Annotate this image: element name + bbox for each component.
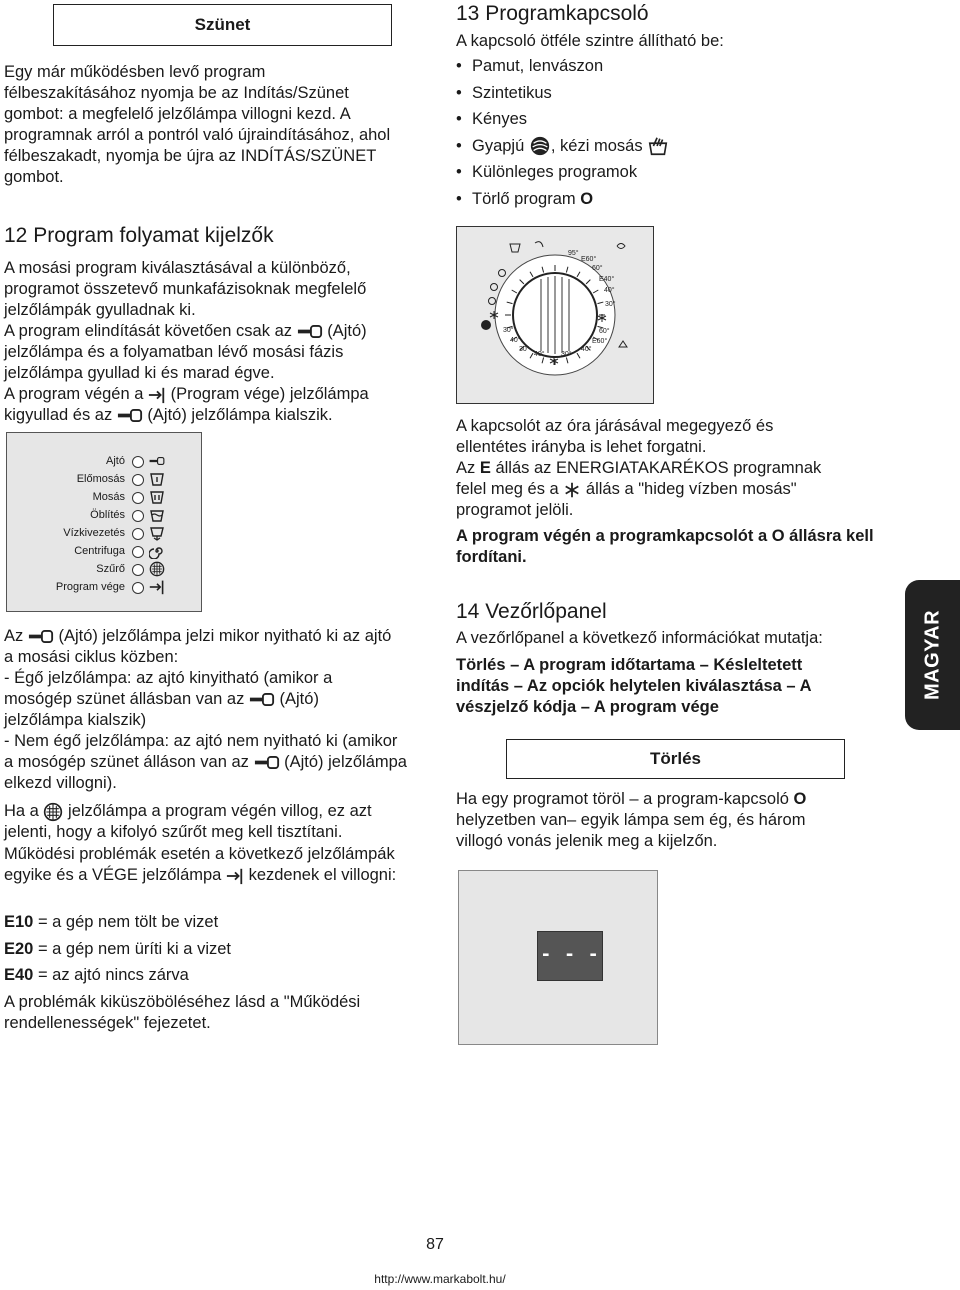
indicator-label: Szűrő: [96, 563, 125, 575]
dial-label: E60°: [581, 256, 597, 263]
section13-intro: A kapcsoló ötféle szintre állítható be:: [456, 32, 724, 50]
indicator-row-filter: [7, 561, 187, 579]
dial-label: 30°: [561, 351, 572, 358]
pause-header-box: [53, 4, 392, 46]
indicator-lamp: [132, 564, 144, 576]
error-code-row: [4, 936, 404, 963]
error-description: = a gép nem tölt be vizet: [33, 913, 219, 931]
dial-label: 60°: [599, 328, 610, 335]
handwash-label: , kézi mosás: [550, 136, 643, 155]
cold-wash-icon: [563, 481, 581, 499]
indicator-lamp: [132, 474, 144, 486]
dial-label: 40°: [534, 351, 545, 358]
door-p1-a: Az: [4, 627, 24, 645]
dial-label: E40°: [599, 276, 615, 283]
section13-p3: A program végén a programkapcsolót a O állásra kell fordítani.: [456, 527, 874, 566]
program-dial: [457, 227, 653, 403]
door-icon: [149, 453, 165, 469]
indicator-row-wash: [7, 489, 187, 507]
program-level-list: [456, 53, 876, 213]
error-description: = az ajtó nincs zárva: [33, 966, 189, 985]
delete-label: Törlő program: [472, 189, 576, 208]
dial-label: 40°: [604, 287, 615, 294]
door-icon: [249, 693, 275, 706]
indicator-lamp: [132, 456, 144, 468]
wool-icon: [481, 320, 491, 330]
section14-list: Törlés – A program időtartama – Késleltetett indítás – Az opciók helytelen kiválasztása – A vészjelző kódja – A program vége: [456, 656, 811, 716]
door-p1-b: (Ajtó) jelzőlámpa jelzi mikor nyitható ki az ajtó a mosási ciklus közben:: [4, 627, 392, 666]
list-item: • Szintetikus: [456, 80, 876, 107]
wash-tub-icon: [149, 489, 165, 505]
pause-title: Szünet: [194, 15, 251, 34]
dial-prewash-mark: [499, 270, 506, 277]
dial-label: 40°: [510, 337, 521, 344]
error-code: E20: [4, 939, 34, 958]
door-p3-a: - Nem égő jelzőlámpa: az ajtó nem nyitható ki (amikor a mosógép szünet álláson van az: [4, 732, 398, 771]
filter-paragraph: [4, 801, 404, 843]
dial-label: 30°: [605, 301, 616, 308]
indicator-row-rinse: [7, 507, 187, 525]
dial-label: 30°: [519, 346, 530, 353]
section13-p2: [456, 458, 856, 521]
off-symbol: O: [793, 790, 807, 808]
door-icon: [28, 630, 54, 643]
section12-p1: A mosási program kiválasztásával a különböző, programot összetevő munkafázisoknak megfelelő jelzőlámpák gyulladnak ki.: [4, 259, 367, 319]
list-item: • Pamut, lenvászon: [456, 53, 876, 80]
dial-label: 30°: [503, 327, 514, 334]
list-item: • Különleges programok: [456, 159, 876, 186]
energy-letter: E: [479, 459, 491, 477]
door-p2-b: (Ajtó) jelzőlámpa kialszik): [4, 690, 319, 729]
indicator-lamp: [132, 492, 144, 504]
fault-paragraph: [4, 844, 404, 886]
error-code-row: [4, 909, 404, 936]
door-p2-a: - Égő jelzőlámpa: az ajtó kinyitható (amikor a mosógép szünet állásban van az: [4, 669, 333, 708]
section12-p2: [4, 321, 409, 384]
prewash-tub-icon: [149, 471, 165, 487]
door-icon: [117, 409, 143, 422]
dial-rinse-mark: [491, 284, 498, 291]
dial-spin-mark: [489, 298, 496, 305]
p2-text: állás az ENERGIATAKARÉKOS programnak felel meg és a: [456, 459, 822, 498]
cotton-flower-icon: [617, 244, 625, 249]
indicator-row-spin: [7, 543, 187, 561]
program-end-icon: [149, 579, 165, 595]
p2-text: állás a "hideg vízben mosás" programot jelöli.: [456, 480, 797, 519]
filter-icon: [149, 561, 165, 577]
error-description: = a gép nem üríti ki a vizet: [33, 939, 231, 958]
display-dashes: - - -: [540, 944, 600, 965]
wool-icon: [529, 135, 551, 157]
drain-tub-icon: [149, 525, 165, 541]
closing-paragraph: A problémák kiküszöböléséhez lásd a "Működési rendellenességek" fejezetet.: [4, 993, 361, 1032]
program-dial-frame: [456, 226, 654, 404]
filter-p-b: jelzőlámpa a program végén villog, ez azt jelenti, hogy a kifolyó szűrőt meg kell tisztítani.: [4, 802, 372, 841]
door-icon: [297, 325, 323, 338]
fault-p-b: kezdenek el villogni:: [248, 866, 397, 884]
section12-p3: [4, 384, 409, 426]
section13-title: 13 Programkapcsoló: [456, 2, 649, 25]
fault-p-a: Működési problémák esetén a következő jelzőlámpák egyike és a VÉGE jelzőlámpa: [4, 845, 395, 884]
rinse-tub-icon: [149, 507, 165, 523]
delicate-icon: [619, 341, 627, 347]
hand-wash-icon: [647, 135, 669, 157]
program-end-icon: [226, 867, 244, 885]
control-display-panel: [458, 870, 658, 1045]
indicator-label: Centrifuga: [74, 545, 125, 557]
door-icon: [254, 756, 280, 769]
p-text: Ha egy programot töröl – a program-kapcsoló: [456, 790, 789, 808]
indicator-lamp: [132, 510, 144, 522]
torles-title: Törlés: [649, 749, 702, 768]
indicator-panel: [6, 432, 202, 612]
indicator-row-end: [7, 579, 187, 597]
door-p3-b: (Ajtó) jelzőlámpa elkezd villogni).: [4, 753, 407, 792]
program-end-icon: [148, 386, 166, 404]
language-tab-label: MAGYAR: [921, 609, 943, 701]
indicator-label: Ajtó: [106, 455, 125, 467]
p2-text: Az: [456, 459, 480, 477]
list-item-delete: [456, 186, 876, 213]
error-code: E40: [4, 966, 34, 985]
dial-label: E60°: [592, 338, 608, 345]
indicator-label: Előmosás: [76, 473, 125, 485]
spin-spiral-icon: [149, 543, 165, 559]
filter-p-a: Ha a: [4, 802, 39, 820]
error-code-row: [4, 962, 404, 989]
section14-paragraph: [456, 789, 846, 852]
error-code: E10: [4, 913, 34, 931]
p2-text-b: (Ajtó) jelzőlámpa és a folyamatban lévő mosási fázis jelzőlámpa gyullad ki és marad égve.: [4, 322, 367, 382]
p3-text-c: (Ajtó) jelzőlámpa kialszik.: [147, 406, 333, 424]
door-paragraph-1: [4, 626, 404, 668]
list-item-wool: [456, 133, 876, 160]
indicator-row-door: [7, 453, 187, 471]
dial-label: 60°: [592, 265, 603, 272]
off-symbol: O: [580, 189, 594, 208]
indicator-label: Program vége: [55, 581, 125, 593]
indicator-lamp: [132, 546, 144, 558]
wool-label: Gyapjú: [472, 136, 525, 155]
torles-header-box: [506, 739, 845, 779]
pause-body: Egy már működésben levő program félbeszakításához nyomja be az Indítás/Szünet gombot: a megfelelő jelzőlámpa villogni kezd. A programnak arról a pontról való újraindításához, ahol félbeszakadt, nyomja be újra az INDÍTÁS/SZÜNET gombot.: [4, 63, 391, 186]
filter-icon: [43, 802, 63, 822]
dial-label: 95°: [568, 250, 579, 257]
indicator-label: Öblítés: [90, 509, 125, 521]
indicator-label: Vízkivezetés: [63, 527, 125, 539]
indicator-label: Mosás: [92, 491, 125, 503]
indicator-row-prewash: [7, 471, 187, 489]
section12-title: 12 Program folyamat kijelzők: [4, 224, 274, 247]
section14-intro: A vezőrlőpanel a következő információkat mutatja:: [456, 629, 823, 647]
p2-text-a: A program elindítását követően csak az: [4, 322, 292, 340]
indicator-lamp: [132, 582, 144, 594]
list-item: • Kényes: [456, 106, 876, 133]
p3-text-a: A program végén a: [4, 385, 144, 403]
indicator-lamp: [132, 528, 144, 540]
door-paragraph-3: [4, 731, 409, 794]
dial-label: 40°: [581, 346, 592, 353]
p-text: helyzetben van– egyik lámpa sem ég, és három villogó vonás jelenik meg a kijelzőn.: [456, 811, 806, 850]
drain-icon: [535, 242, 543, 247]
page-number: 87: [426, 1236, 444, 1253]
error-code-list: [4, 909, 404, 989]
section13-p1: A kapcsolót az óra járásával megegyező és ellentétes irányba is lehet forgatni.: [456, 417, 774, 456]
footer-url[interactable]: http://www.markabolt.hu/: [374, 1272, 506, 1286]
p3-text-b: (Program vége) jelzőlámpa kigyullad és az: [4, 385, 369, 424]
display-screen: [537, 931, 603, 981]
section14-title: 14 Vezőrlőpanel: [456, 600, 607, 623]
language-tab: [905, 580, 960, 730]
hand-wash-icon: [510, 244, 520, 252]
indicator-row-drain: [7, 525, 187, 543]
door-paragraph-2: [4, 668, 394, 731]
